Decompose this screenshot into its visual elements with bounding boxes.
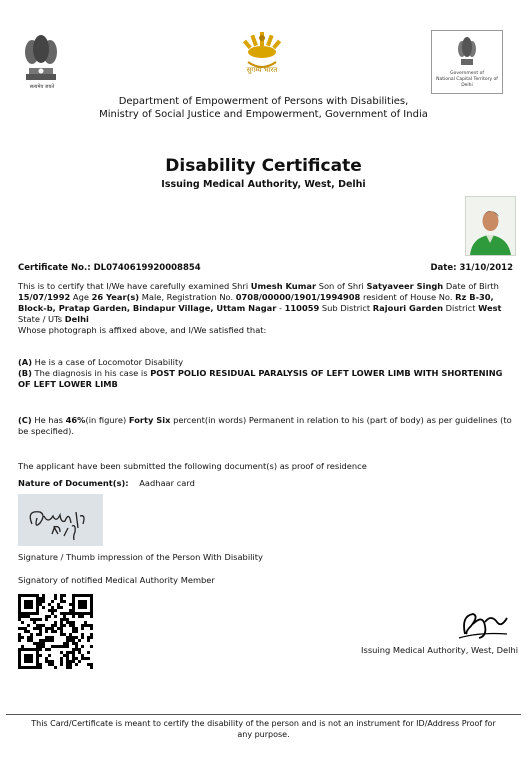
delhi-govt-logo xyxy=(431,30,503,94)
national-emblem-icon xyxy=(20,30,62,86)
registration-number: 0708/00000/1901/1994908 xyxy=(235,292,361,302)
certificate-date-label: Date: xyxy=(430,263,457,273)
right-logo-caption-1: Government of xyxy=(450,71,484,76)
page-title: Disability Certificate xyxy=(165,156,362,176)
clause-b: (B) The diagnosis in his case is POST POLIO RESIDUAL PARALYSIS OF LEFT LOWER LIMB WITH SHORTENING OF LEFT LOWER LIMB xyxy=(18,368,503,389)
clause-c: (C) He has 46%(in figure) Forty Six percent(in words) Permanent in relation to his (part of body) as per guidelines (to be specified). xyxy=(18,415,512,436)
documents-line: The applicant have been submitted the following document(s) as proof of residence xyxy=(18,461,367,471)
department-heading xyxy=(0,95,527,121)
certification-paragraph: This is to certify that I/We have carefully examined Shri Umesh Kumar Son of Shri Satyaveer Singh Date of Birth 15/07/1992 Age 26 Year(s) Male, Registration No. 0708/00000/1901/1994908 resident of House No. Rz B-30, Block-b, Pratap Garden, Bindapur Village, Uttam Nagar - 110059 Sub District Rajouri Garden District West State / UTs Delhi xyxy=(18,281,502,324)
certificate-number-value: DL0740619920008854 xyxy=(93,263,201,273)
sub-district: Rajouri Garden xyxy=(372,303,444,313)
signature-caption: Signature / Thumb impression of the Person With Disability xyxy=(18,552,263,562)
emblem-caption: सत्यमेव जयते xyxy=(29,84,55,90)
applicant-photo xyxy=(465,196,516,256)
applicant-signature xyxy=(18,494,103,546)
issuing-authority-caption: Issuing Medical Authority, West, Delhi xyxy=(361,645,518,655)
footer-disclaimer: This Card/Certificate is meant to certify the disability of the person and is not an instrument for ID/Address Proof for any purpose. xyxy=(31,719,496,739)
address: Rz B-30, Block-b, Pratap Garden, Bindapur Village, Uttam Nagar xyxy=(18,292,494,313)
certificate-number xyxy=(18,263,201,273)
clause-a: (A) He is a case of Locomotor Disability xyxy=(18,357,184,367)
photo-statement: Whose photograph is affixed above, and I/We satisfied that: xyxy=(18,325,267,335)
signatory-line: Signatory of notified Medical Authority Member xyxy=(18,575,215,585)
diagnosis: POST POLIO RESIDUAL PARALYSIS OF LEFT LOWER LIMB WITH SHORTENING OF LEFT LOWER LIMB xyxy=(18,368,503,389)
applicant-name: Umesh Kumar xyxy=(250,281,317,291)
center-logo-text: सुगम्य भारत xyxy=(246,66,278,74)
disability-percent: 46% xyxy=(65,415,86,425)
authority-signature xyxy=(455,604,511,642)
pin-code: 110059 xyxy=(284,303,320,313)
certificate-number-label: Certificate No.: xyxy=(18,263,91,273)
certificate-date xyxy=(430,263,513,273)
page-subtitle: Issuing Medical Authority, West, Delhi xyxy=(161,179,366,190)
nature-of-documents: Nature of Document(s): Aadhaar card xyxy=(18,478,195,488)
date-of-birth: 15/07/1992 xyxy=(18,292,71,302)
right-logo-caption-2: National Capital Territory of Delhi xyxy=(436,77,498,88)
district: West xyxy=(478,303,502,313)
certificate-date-value: 31/10/2012 xyxy=(459,263,513,273)
state: Delhi xyxy=(64,314,89,324)
dept-line-1: Department of Empowerment of Persons with Disabilities, xyxy=(118,96,409,107)
age: 26 Year(s) xyxy=(91,292,140,302)
nature-of-documents-value: Aadhaar card xyxy=(139,478,195,488)
disability-percent-words: Forty Six xyxy=(128,415,171,425)
father-name: Satyaveer Singh xyxy=(366,281,444,291)
dept-line-2: Ministry of Social Justice and Empowerment, Government of India xyxy=(99,109,428,120)
qr-code xyxy=(16,593,95,669)
footer-divider xyxy=(6,714,521,715)
